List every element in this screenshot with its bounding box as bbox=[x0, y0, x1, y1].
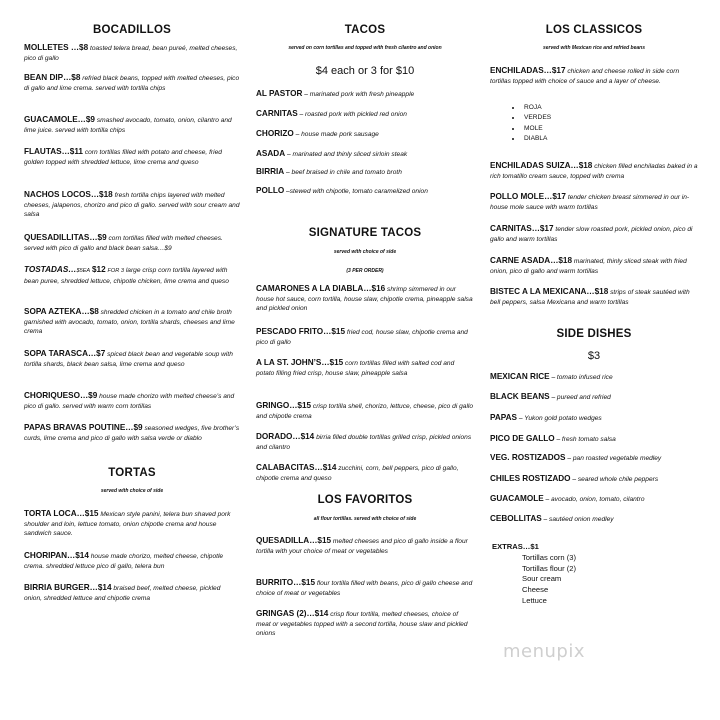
menu-item: BLACK BEANS – pureed and refried bbox=[490, 392, 611, 401]
menu-item: CARNE ASADA…$18 marinated, thinly sliced steak with fried onion, pico di gallo and warm tortillas bbox=[490, 256, 687, 275]
menu-item: CHORIPAN…$14 house made chorizo, melted cheese, chipotle crema. shredded lettuce pico di gallo, telera bun bbox=[24, 551, 224, 570]
menu-item: POLLO –stewed with chipotle, tomato caramelized onion bbox=[256, 186, 428, 195]
menu-item: PAPAS BRAVAS POUTINE…$9 seasoned wedges, five brother’s curds, lime crema and pico di gallo with salsa verde or diablo bbox=[24, 423, 240, 442]
menu-item: ENCHILADAS SUIZA…$18 chicken filled enchiladas baked in a rich tomatillo cream sauce, topped with crema bbox=[490, 161, 698, 180]
menu-item: CALABACITAS…$14 zucchini, corn, bell peppers, pico di gallo, chipotle crema and queso bbox=[256, 463, 459, 482]
menu-item: QUESADILLA…$15 melted cheeses and pico di gallo inside a flour tortilla with your choice of meat or vegetables bbox=[256, 536, 468, 555]
bocadillos-heading: BOCADILLOS bbox=[92, 24, 172, 36]
signature-tacos-subtitle: served with choice of side bbox=[333, 249, 397, 255]
los-classicos-subtitle: served with Mexican rice and refried beans bbox=[543, 45, 645, 51]
list-item: Lettuce bbox=[522, 595, 547, 605]
menu-item: MEXICAN RICE – tomato infused rice bbox=[490, 372, 613, 381]
los-favoritos-heading: LOS FAVORITOS bbox=[317, 494, 413, 506]
menu-item: PAPAS – Yukon gold potato wedges bbox=[490, 413, 602, 422]
menu-item: CHORIQUESO…$9 house made chorizo with melted cheese’s and pico di gallo. served with warm corn tortillas bbox=[24, 391, 235, 410]
tortas-heading: TORTAS bbox=[108, 467, 156, 479]
menu-item: BURRITO…$15 flour tortilla filled with beans, pico di gallo cheese and choice of meat or vegetables bbox=[256, 578, 473, 597]
menu-item: AL PASTOR – marinated pork with fresh pineapple bbox=[256, 89, 415, 98]
extras-heading: EXTRAS…$1 bbox=[492, 542, 539, 551]
menu-item: CAMARONES A LA DIABLA…$16 shrimp simmered in our house hot sauce, corn tortilla, house slaw, chipotle crema, pineapple salsa and pickled onion bbox=[256, 284, 473, 313]
menu-item: GUACAMOLE – avocado, onion, tomato, cilantro bbox=[490, 494, 645, 503]
list-item: • MOLE bbox=[522, 124, 551, 134]
list-item: • ROJA bbox=[522, 103, 551, 113]
extras-section bbox=[492, 542, 576, 607]
list-item: Tortillas corn (3) bbox=[522, 552, 577, 562]
signature-tacos-note: (3 PER ORDER) bbox=[346, 268, 384, 274]
sauce-list bbox=[490, 103, 551, 144]
menu-item: POLLO MOLE…$17 tender chicken breast simmered in our in-house mole sauce with warm tortillas bbox=[490, 192, 690, 211]
tacos-price: $4 each or 3 for $10 bbox=[315, 65, 415, 77]
menu-item: BISTEC A LA MEXICANA…$18 strips of steak sautéed with bell peppers, salsa Mexicana and warm tortillas bbox=[490, 287, 690, 306]
signature-tacos-heading: SIGNATURE TACOS bbox=[308, 227, 422, 239]
menu-item: QUESADILLITAS…$9 corn tortillas filled with melted cheeses. served with pico di gallo and black bean salsa…$9 bbox=[24, 233, 223, 252]
menu-item: GRINGO…$15 crisp tortilla shell, chorizo, lettuce, cheese, pico di gallo and chipotle crema bbox=[256, 401, 474, 420]
tacos-heading: TACOS bbox=[344, 24, 386, 36]
watermark-text: menupix bbox=[503, 641, 586, 662]
side-dishes-heading: SIDE DISHES bbox=[556, 328, 632, 340]
menu-item: FLAUTAS…$11 corn tortillas filled with potato and cheese, fried golden topped with shredded lettuce, lime crema and queso bbox=[24, 147, 222, 166]
menu-item: CHORIZO – house made pork sausage bbox=[256, 129, 379, 138]
menu-item: TORTA LOCA…$15 Mexican style panini, telera bun shaved pork shoulder and loin, lettuce tomato, onion chipotle crema and house sandwich sauce. bbox=[24, 509, 231, 538]
menu-item: BIRRIA – beef braised in chile and tomato broth bbox=[256, 167, 402, 176]
menu-item: ASADA – marinated and thinly sliced sirloin steak bbox=[256, 149, 408, 158]
menu-item: CARNITAS – roasted pork with pickled red onion bbox=[256, 109, 407, 118]
menu-item: BEAN DIP…$8 refried black beans, topped with melted cheeses, pico di gallo and lime crema. served with tortilla chips bbox=[24, 73, 240, 92]
menu-item: ENCHILADAS…$17 chicken and cheese rolled in side corn tortillas topped with choice of sauce and a layer of cheese. bbox=[490, 66, 680, 85]
menu-item: CEBOLLITAS – sautéed onion medley bbox=[490, 514, 614, 523]
list-item: Tortillas flour (2) bbox=[522, 563, 577, 573]
los-favoritos-subtitle: all flour tortillas. served with choice of side bbox=[313, 516, 417, 522]
menu-item: GUACAMOLE…$9 smashed avocado, tomato, onion, cilantro and lime juice. served with tortilla chips bbox=[24, 115, 232, 134]
menupix-watermark bbox=[503, 641, 613, 663]
menu-item: DORADO…$14 birria filled double tortillas grilled crisp, pickled onions and cilantro bbox=[256, 432, 472, 451]
menu-item: GRINGAS (2)…$14 crisp flour tortilla, melted cheeses, choice of meat or vegetables topped with a second tortilla, house slaw and pickled onions bbox=[256, 609, 468, 638]
menu-item: VEG. ROSTIZADOS – pan roasted vegetable medley bbox=[490, 453, 662, 462]
list-item: • VERDES bbox=[522, 113, 551, 123]
menu-item: BIRRIA BURGER…$14 braised beef, melted cheese, pickled onion, shredded lettuce and chipotle crema bbox=[24, 583, 221, 602]
menu-item: PESCADO FRITO…$15 fried cod, house slaw, chipotle crema and pico di gallo bbox=[256, 327, 468, 346]
menu-item: A LA ST. JOHN’S…$15 corn tortillas filled with salted cod and potato filling fried crisp, house slaw, pineapple salsa bbox=[256, 358, 455, 377]
menu-item: TOSTADAS…$5EA $12 FOR 3 large crisp corn tortilla layered with bean puree, shredded lettuce, chipotle chicken, lime crema and queso bbox=[24, 265, 229, 285]
menu-item: NACHOS LOCOS…$18 fresh tortilla chips layered with melted cheeses, jalapenos, chorizo and pico di gallo. served with sour cream and salsa bbox=[24, 190, 240, 219]
menu-item: PICO DE GALLO – fresh tomato salsa bbox=[490, 434, 616, 443]
menu-item: CHILES ROSTIZADO – seared whole chile peppers bbox=[490, 474, 659, 483]
list-item: Sour cream bbox=[522, 574, 562, 584]
menu-item: CARNITAS…$17 tender slow roasted pork, pickled onion, pico di gallo and warm tortillas bbox=[490, 224, 693, 243]
list-item: Cheese bbox=[522, 585, 549, 595]
menu-item: MOLLETES …$8 toasted telera bread, bean pureé, melted cheeses, pico di gallo bbox=[24, 43, 238, 62]
tacos-subtitle: served on corn tortillas and topped with fresh cilantro and onion bbox=[288, 45, 442, 51]
tortas-subtitle: served with choice of side bbox=[100, 488, 164, 494]
los-classicos-heading: LOS CLASSICOS bbox=[545, 24, 643, 36]
side-dishes-price: $3 bbox=[587, 350, 601, 362]
menu-item: SOPA AZTEKA…$8 shredded chicken in a tomato and chile broth garnished with avocado, tomato, onion, tortilla shards, cheeses and lime crema bbox=[24, 307, 235, 336]
list-item: • DIABLA bbox=[522, 134, 551, 144]
menu-item: SOPA TARASCA…$7 spiced black bean and vegetable soup with tortilla shards, black bean salsa, lime crema and queso bbox=[24, 349, 233, 368]
